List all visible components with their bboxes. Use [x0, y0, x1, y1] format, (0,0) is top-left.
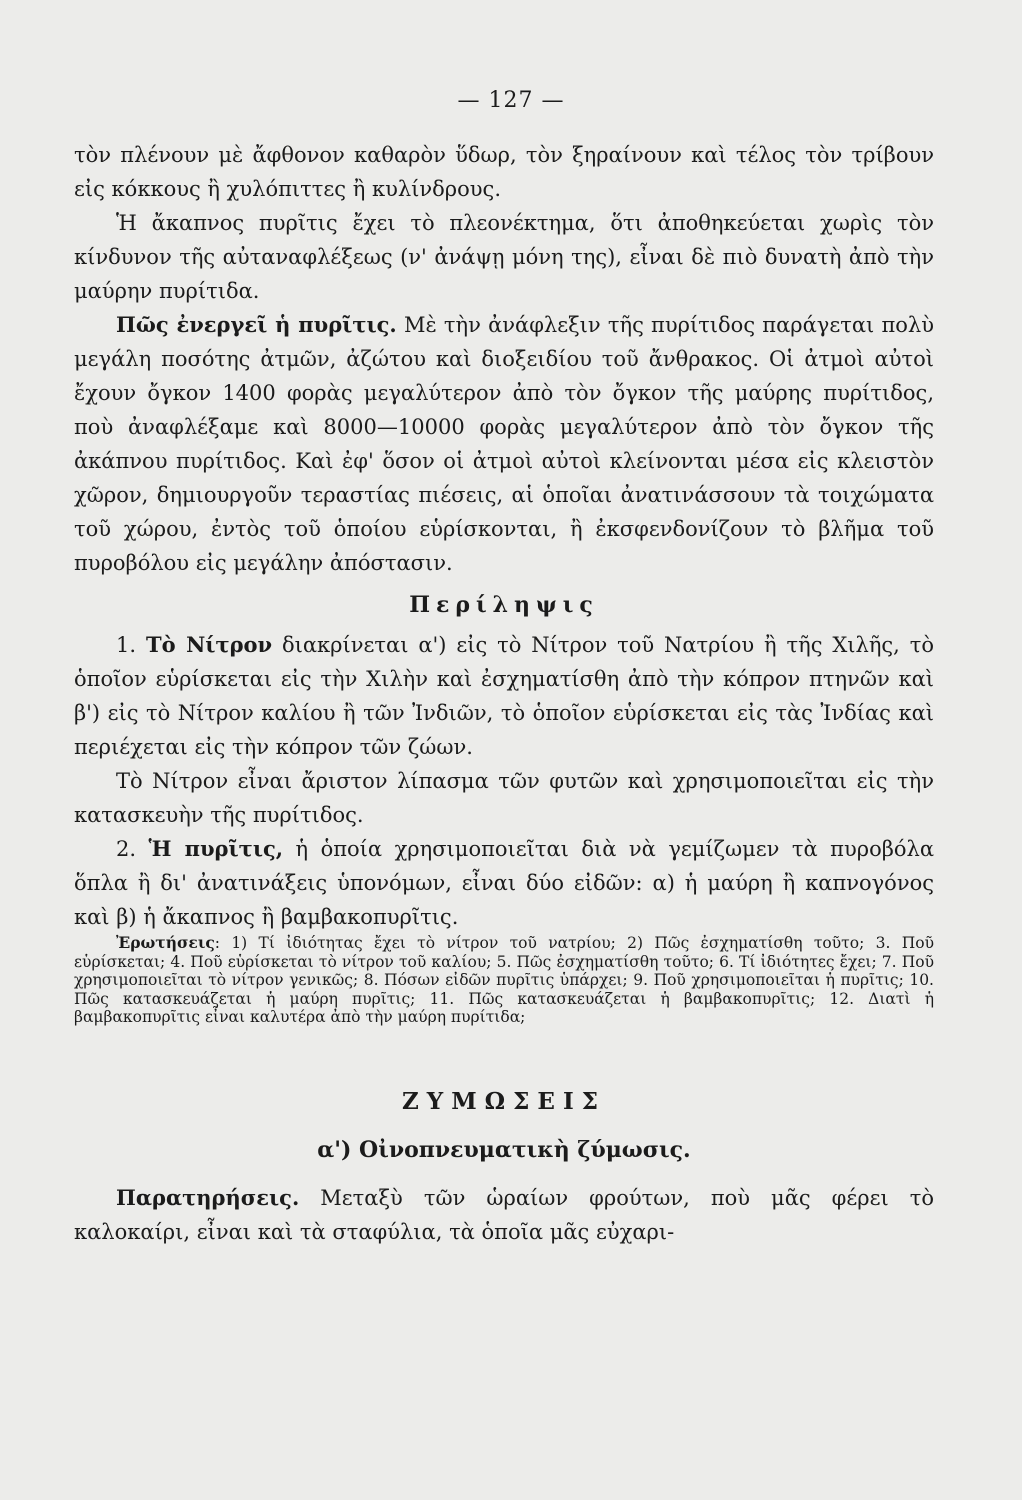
- paragraph-observations: [74, 1181, 934, 1249]
- summary-item-text: ἡ ὁποία χρησιμοποιεῖται διὰ νὰ γεμίζωμεν τὰ πυροβόλα ὅπλα ἢ δι' ἀνατινάξεις ὑπονόμων, εἶναι δύο εἰδῶν: α) ἡ μαύρη ἢ καπνογόνος καὶ β) ἡ ἄκαπνος ἢ βαμβακοπυρῖτις.: [74, 837, 934, 929]
- paragraph-heading: Πῶς ἐνεργεῖ ἡ πυρῖτις.: [116, 312, 397, 337]
- questions-block: [74, 934, 934, 1027]
- subchapter-title: α') Οἰνοπνευματικὴ ζύμωσις.: [317, 1136, 691, 1163]
- paragraph-text: Μὲ τὴν ἀνάφλεξιν τῆς πυρίτιδος παράγεται πολὺ μεγάλη ποσότης ἀτμῶν, ἀζώτου καὶ διοξειδίου τοῦ ἄνθρακος. Οἱ ἀτμοὶ αὐτοὶ ἔχουν ὄγκον 1400 φορὰς μεγαλύτερον ἀπὸ τὸν ὄγκον τῆς μαύρης πυρίτιδος, ποὺ ἀναφλέξαμε καὶ 8000—10000 φορὰς μεγαλύτερον ἀπὸ τὸν ὄγκον τῆς ἀκάπνου πυρίτιδος. Καὶ ἐφ' ὅσον οἱ ἀτμοὶ αὐτοὶ κλείνονται μέσα εἰς κλειστὸν χῶρον, δημιουργοῦν τεραστίας πιέσεις, αἱ ὁποῖαι ἀνατινάσσουν τὰ τοιχώματα τοῦ χώρου, ἐντὸς τοῦ ὁποίου εὑρίσκονται, ἢ ἐκσφενδονίζουν τὸ βλῆμα τοῦ πυροβόλου εἰς μεγάλην ἀπόστασιν.: [74, 313, 934, 575]
- questions-text: : 1) Τί ἰδιότητας ἔχει τὸ νίτρον τοῦ νατρίου; 2) Πῶς ἐσχηματίσθη τοῦτο; 3. Ποῦ εὑρίσκεται; 4. Ποῦ εὑρίσκεται τὸ νίτρον τοῦ καλίου; 5. Πῶς ἐσχηματίσθη τοῦτο; 6. Τί ἰδιότητες ἔχει; 7. Ποῦ χρησιμοποιεῖται τὸ νίτρον γενικῶς; 8. Πόσων εἰδῶν πυρῖτις ὑπάρχει; 9. Ποῦ χρησιμοποιεῖται ἡ πυρῖτις; 10. Πῶς κατασκευάζεται ἡ μαύρη πυρῖτις; 11. Πῶς κατασκευάζεται ἡ βαμβακοπυρῖτις; 12. Διατὶ ἡ βαμβακοπυρῖτις εἶναι καλυτέρα ἀπὸ τὴν μαύρη πυρίτιδα;: [74, 934, 934, 1026]
- paragraph-drying: τὸν πλένουν μὲ ἄφθονον καθαρὸν ὕδωρ, τὸν ξηραίνουν καὶ τέλος τὸν τρίβουν εἰς κόκκους ἢ χυλόπιττες ἢ κυλίνδρους.: [74, 143, 934, 201]
- summary-item-number: 1.: [116, 633, 137, 657]
- chapter-title: ΖΥΜΩΣΕΙΣ: [402, 1087, 606, 1115]
- paragraph-heading: Παρατηρήσεις.: [116, 1184, 300, 1210]
- paragraph-text: Μεταξὺ τῶν ὡραίων φρούτων, ποὺ μᾶς φέρει τὸ καλοκαίρι, εἶναι καὶ τὰ σταφύλια, τὰ ὁποῖα μᾶς εὐχαρι-: [74, 1185, 934, 1244]
- questions-label: Ἐρωτήσεις: [116, 933, 215, 952]
- summary-title: Περίληψις: [409, 592, 599, 618]
- page-number: — 127 —: [457, 88, 565, 113]
- paragraph-smokeless-powder: Ἡ ἄκαπνος πυρῖτις ἔχει τὸ πλεονέκτημα, ὅτι ἀποθηκεύεται χωρὶς τὸν κίνδυνον τῆς αὐταναφλέξεως (ν' ἀνάψῃ μόνη της), εἶναι δὲ πιὸ δυνατὴ ἀπὸ τὴν μαύρην πυρίτιδα.: [74, 211, 934, 303]
- summary-item-1b: Τὸ Νίτρον εἶναι ἄριστον λίπασμα τῶν φυτῶν καὶ χρησιμοποιεῖται εἰς τὴν κατασκευὴν τῆς πυρίτιδος.: [74, 769, 934, 827]
- page-body: [74, 138, 934, 1249]
- summary-item-text: διακρίνεται α') εἰς τὸ Νίτρον τοῦ Νατρίου ἢ τῆς Χιλῆς, τὸ ὁποῖον εὑρίσκεται εἰς τὴν Χιλὴν καὶ ἐσχηματίσθη ἀπὸ τὴν κόπρον πτηνῶν καὶ β') εἰς τὸ Νίτρον καλίου ἢ τῶν Ἰνδιῶν, τὸ ὁποῖον εὑρίσκεται εἰς τὰς Ἰνδίας καὶ περιέχεται εἰς τὴν κόπρον τῶν ζώων.: [74, 633, 934, 759]
- summary-item-2: [74, 832, 934, 934]
- summary-item-heading: Ἡ πυρῖτις,: [148, 836, 284, 861]
- summary-item-number: 2.: [116, 837, 137, 861]
- summary-item-heading: Τὸ Νίτρον: [145, 632, 273, 657]
- summary-item-1: [74, 628, 934, 764]
- paragraph-how-powder-works: [74, 308, 934, 580]
